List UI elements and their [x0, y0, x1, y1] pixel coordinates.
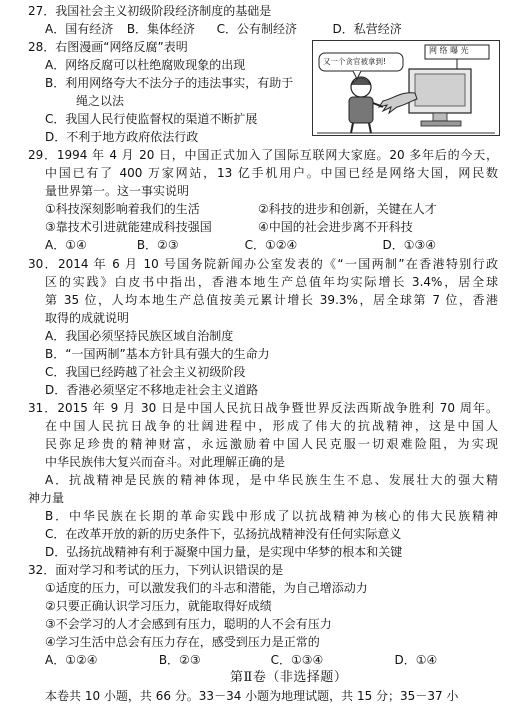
q29-option-b[interactable]: B．②③ — [136, 238, 179, 252]
q31-line-1: 31．2015 年 9 月 30 日是中国人民抗日战争暨世界反法西斯战争胜利 70 周年。 — [28, 401, 498, 415]
q29-options — [45, 237, 436, 253]
q27-option-a[interactable]: A．国有经济 — [45, 22, 114, 36]
q28-stem: 28．右图漫画“网络反腐”表明 — [28, 40, 188, 54]
q32-option-d[interactable]: D．①④ — [394, 653, 438, 667]
q27-option-d[interactable]: D．私营经济 — [332, 22, 402, 36]
q31-option-d[interactable]: D．弘扬抗战精神有利于凝聚中国力量，是实现中华梦的根本和关键 — [45, 545, 403, 559]
q32-stem: 32．面对学习和考试的压力，下列认识错误的是 — [28, 563, 284, 577]
q27-option-b[interactable]: B．集体经济 — [126, 22, 196, 36]
q31-option-a[interactable]: A．抗战精神是民族的精神体现，是中华民族生生不息、发展壮大的强大精 — [45, 473, 498, 487]
q32-statement-2: ②只要正确认识学习压力，就能取得好成绩 — [45, 599, 272, 613]
section-note: 本卷共 10 小题，共 66 分。33－34 小题为地理试题，共 15 分；35－37 小 — [45, 689, 459, 703]
q30-line-4: 取得的成就说明 — [45, 311, 130, 325]
q29-line-2: 中国已有了 400 万家网站，13 亿手机用户。中国已经是网络大国，网民数 — [45, 166, 498, 180]
q29-statement-3: ③靠技术引进就能建成科技强国 — [45, 220, 212, 234]
q31-option-b[interactable]: B．中华民族在长期的革命实践中形成了以抗战精神为核心的伟大民族精神 — [45, 509, 498, 523]
section-title: 第Ⅱ卷（非选择题） — [230, 670, 348, 685]
q28-option-d[interactable]: D．不利于地方政府依法行政 — [45, 130, 199, 144]
cartoon-bubble-text: 又一个贪官被拿到! — [323, 57, 387, 66]
q27-option-c[interactable]: C．公有制经济 — [216, 22, 298, 36]
q32-options — [45, 652, 437, 668]
q28-cartoon — [312, 40, 500, 136]
q31-line-3: 民弥足珍贵的精神财富，永远激励着中国人民克服一切艰难险阻，为实现 — [45, 437, 498, 451]
q30-line-2: 区的实践》白皮书中指出，香港本地生产总值年均实际增长 3.4%，居全球 — [45, 275, 498, 289]
q31-option-c[interactable]: C．在改革开放的新的历史条件下，弘扬抗战精神没有任何实际意义 — [45, 527, 402, 541]
q32-statement-1: ①适度的压力，可以激发我们的斗志和潜能，为自己增添动力 — [45, 581, 368, 595]
q32-option-c[interactable]: C．①③④ — [270, 653, 324, 667]
q32-option-a[interactable]: A．①②④ — [45, 653, 98, 667]
q29-option-c[interactable]: C．①②④ — [244, 238, 298, 252]
q30-option-a[interactable]: A．我国必须坚持民族区域自治制度 — [45, 329, 234, 343]
q31-line-2: 在中国人民抗日战争的壮阔进程中，形成了伟大的抗战精神，这是中国人 — [45, 419, 498, 433]
q31-line-4: 中华民族伟大复兴而奋斗。对此理解正确的是 — [45, 455, 286, 469]
q29-line-1: 29．1994 年 4 月 20 日，中国正式加入了国际互联网大家庭。20 多年后的今天， — [28, 148, 498, 162]
q30-line-3: 第 35 位，人均本地生产总值按美元累计增长 39.3%，居全球第 7 位，香港 — [45, 293, 498, 307]
q29-statement-1: ①科技深刻影响着我们的生活 — [45, 202, 200, 216]
q32-option-b[interactable]: B．②③ — [158, 653, 201, 667]
q29-option-d[interactable]: D．①③④ — [382, 238, 436, 252]
q30-option-b[interactable]: B．“一国两制”基本方针具有强大的生命力 — [45, 347, 270, 361]
q30-option-c[interactable]: C．我国已经跨越了社会主义初级阶段 — [45, 365, 246, 379]
q32-statement-3: ③不会学习的人才会感到有压力，聪明的人不会有压力 — [45, 617, 332, 631]
q28-option-b-cont: 绳之以法 — [76, 94, 125, 108]
q27-stem: 27．我国社会主义初级阶段经济制度的基础是 — [28, 4, 272, 18]
q28-option-b[interactable]: B．利用网络夸大不法分子的违法事实，有助于 — [45, 76, 294, 90]
q30-option-d[interactable]: D．香港必须坚定不移地走社会主义道路 — [45, 383, 259, 397]
q27-options — [45, 21, 402, 37]
cartoon-sign-text: 网 络 曝 光 — [429, 46, 469, 55]
q29-statement-2: ②科技的进步和创新，关键在人才 — [258, 202, 437, 216]
q29-line-3: 量世界第一。这一事实说明 — [45, 184, 190, 198]
q31-option-a-cont: 神力量 — [28, 491, 65, 505]
q32-statement-4: ④学习生活中总会有压力存在，感受到压力是正常的 — [45, 635, 320, 649]
q29-statement-4: ④中国的社会进步离不开科技 — [258, 220, 413, 234]
q28-option-a[interactable]: A．网络反腐可以杜绝腐败现象的出现 — [45, 58, 246, 72]
q30-line-1: 30．2014 年 6 月 10 号国务院新闻办公室发表的《“一国两制”在香港特别行政 — [28, 257, 498, 271]
q28-option-c[interactable]: C．我国人民行使监督权的渠道不断扩展 — [45, 112, 258, 126]
q29-option-a[interactable]: A．①④ — [45, 238, 87, 252]
